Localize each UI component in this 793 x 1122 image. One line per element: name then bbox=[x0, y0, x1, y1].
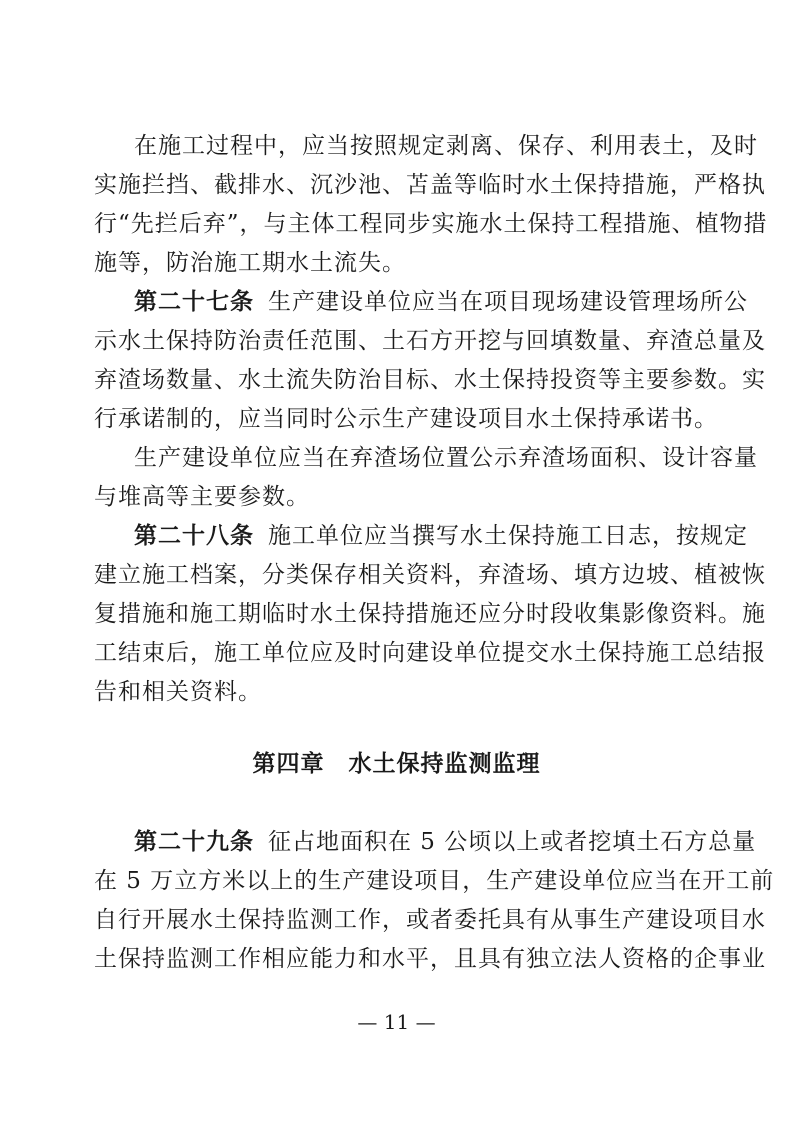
paragraph-line: 征占地面积在 5 公顷以上或者挖填土石方总量 bbox=[268, 829, 757, 855]
paragraph-line: 在施工过程中，应当按照规定剥离、保存、利用表土，及时 bbox=[134, 133, 758, 159]
paragraph-line: 告和相关资料。 bbox=[94, 679, 262, 705]
chapter-heading bbox=[0, 750, 793, 778]
paragraph-line: 建立施工档案，分类保存相关资料，弃渣场、填方边坡、植被恢 bbox=[94, 562, 766, 588]
paragraph-line: 与堆高等主要参数。 bbox=[94, 484, 310, 510]
paragraph-line: 弃渣场数量、水土流失防治目标、水土保持投资等主要参数。实 bbox=[94, 367, 766, 393]
paragraph-line: 施等，防治施工期水土流失。 bbox=[94, 250, 406, 276]
paragraph-line: 行“先拦后弃”，与主体工程同步实施水土保持工程措施、植物措 bbox=[94, 211, 768, 237]
paragraph-line: 施工单位应当撰写水土保持施工日志，按规定 bbox=[268, 523, 748, 549]
paragraph-line: 在 5 万立方米以上的生产建设项目，生产建设单位应当在开工前 bbox=[94, 868, 775, 894]
article-27-first-line bbox=[134, 288, 748, 316]
article-29-label: 第二十九条 bbox=[134, 829, 254, 855]
paragraph-line: 实施拦挡、截排水、沉沙池、苫盖等临时水土保持措施，严格执 bbox=[94, 172, 766, 198]
paragraph-line: 自行开展水土保持监测工作，或者委托具有从事生产建设项目水 bbox=[94, 907, 766, 933]
article-28-first-line bbox=[134, 522, 748, 550]
article-28-label: 第二十八条 bbox=[134, 523, 254, 549]
article-29-first-line bbox=[134, 828, 757, 856]
paragraph-line: 生产建设单位应当在项目现场建设管理场所公 bbox=[268, 289, 748, 315]
chapter-number: 第四章 bbox=[252, 751, 325, 777]
paragraph-line: 示水土保持防治责任范围、土石方开挖与回填数量、弃渣总量及 bbox=[94, 328, 766, 354]
paragraph-line: 工结束后，施工单位应及时向建设单位提交水土保持施工总结报 bbox=[94, 640, 766, 666]
paragraph-line: 生产建设单位应当在弃渣场位置公示弃渣场面积、设计容量 bbox=[134, 445, 758, 471]
paragraph-line: 土保持监测工作相应能力和水平，且具有独立法人资格的企事业 bbox=[94, 946, 766, 972]
paragraph-line: 行承诺制的，应当同时公示生产建设项目水土保持承诺书。 bbox=[94, 406, 718, 432]
chapter-title: 水土保持监测监理 bbox=[348, 751, 541, 777]
page-number: — 11 — bbox=[357, 1010, 436, 1034]
article-27-label: 第二十七条 bbox=[134, 289, 254, 315]
paragraph-line: 复措施和施工期临时水土保持措施还应分时段收集影像资料。施 bbox=[94, 601, 766, 627]
